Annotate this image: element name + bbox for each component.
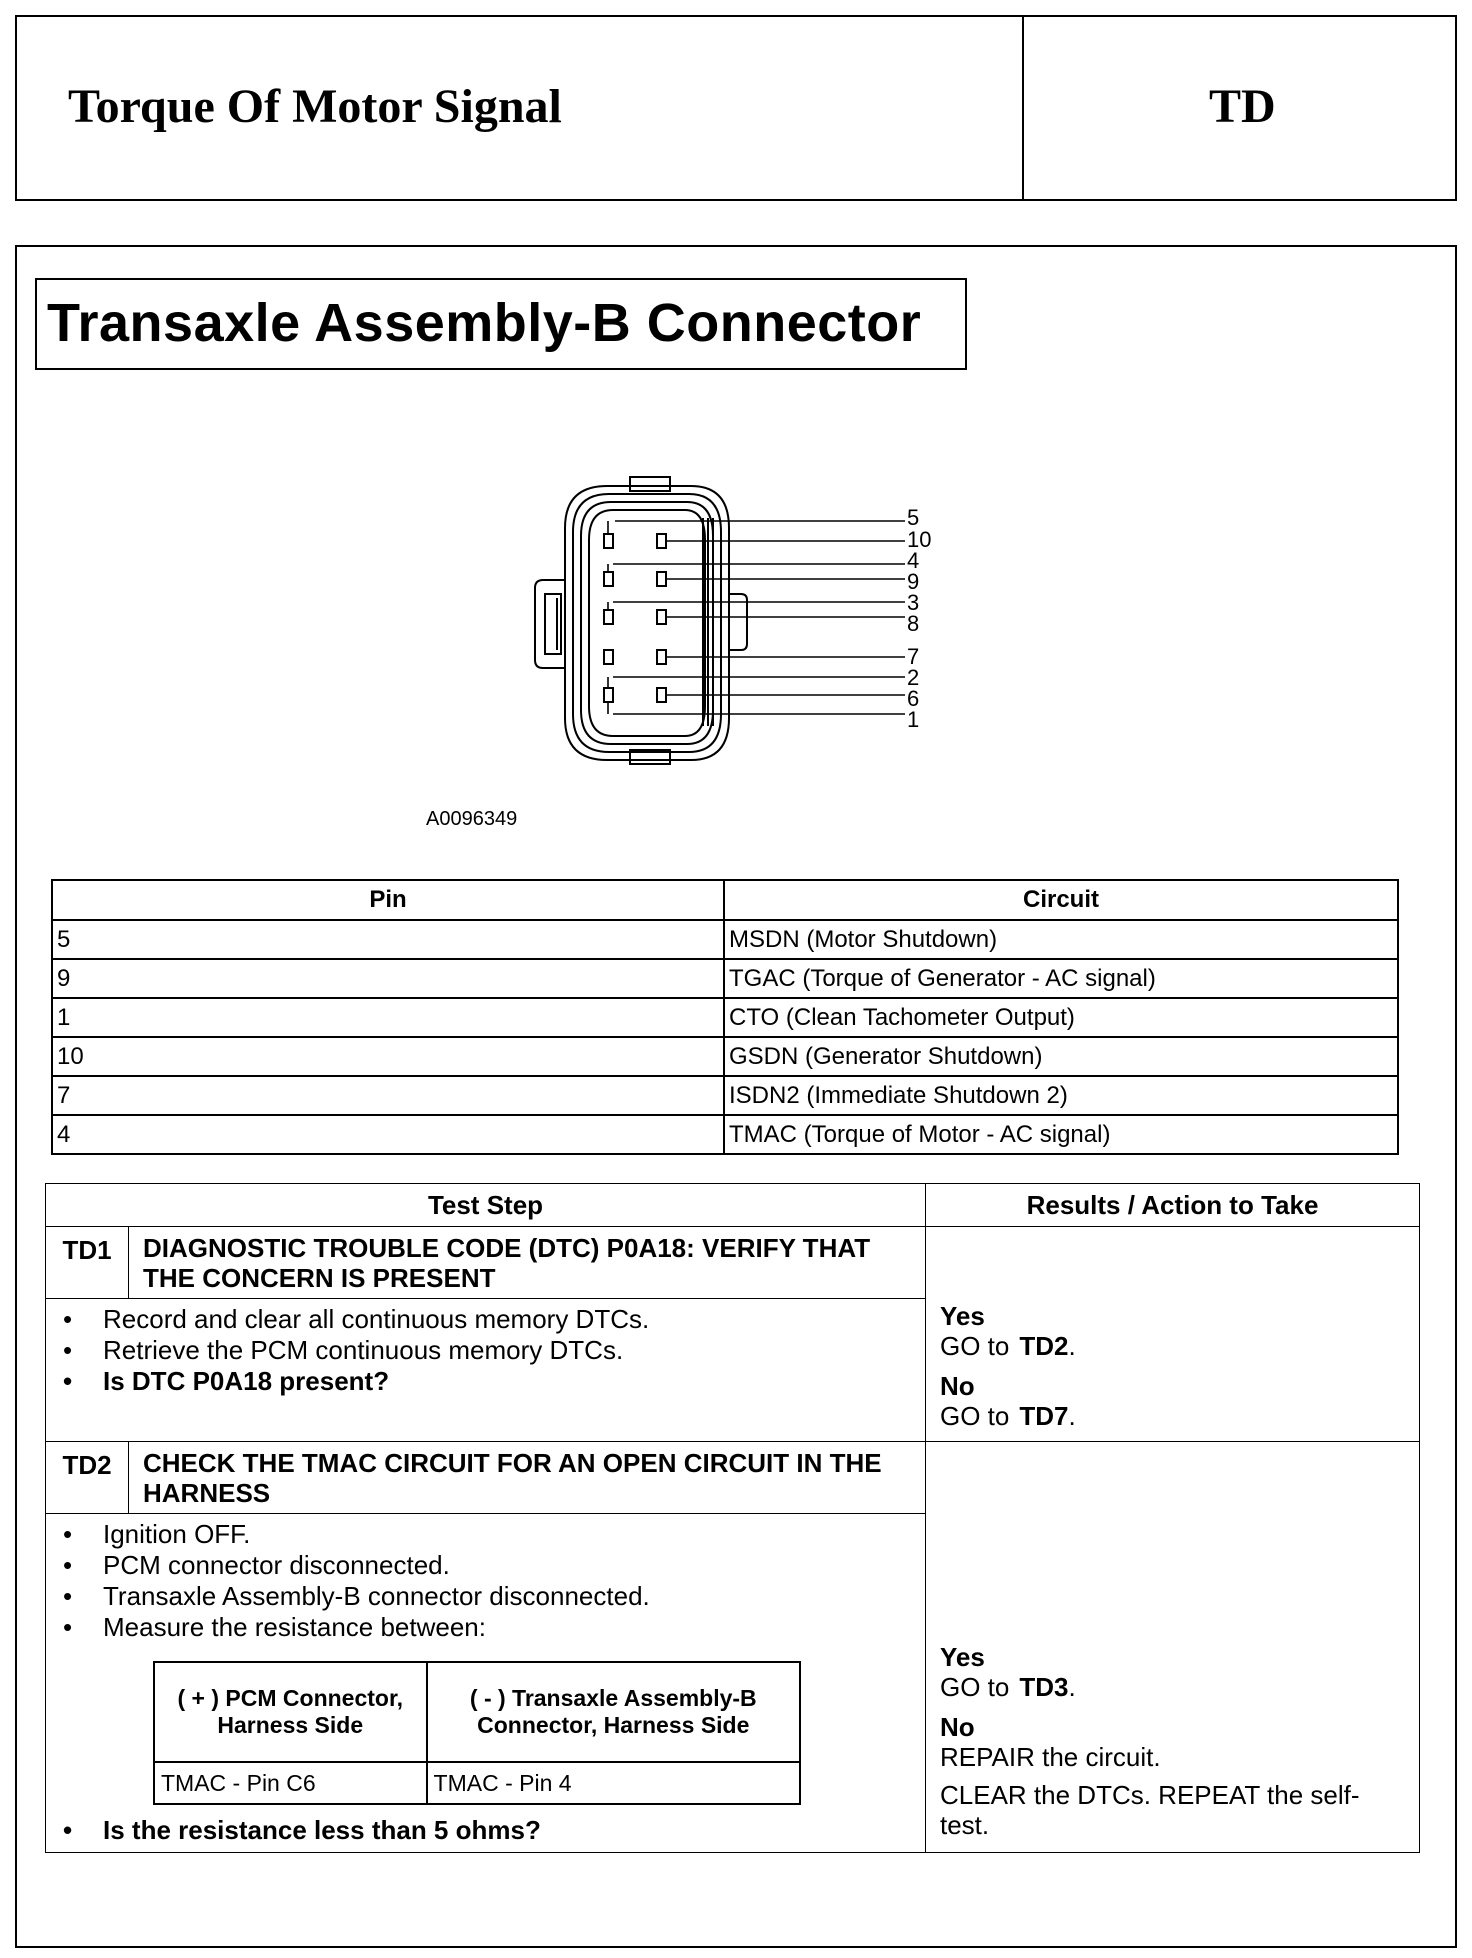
section-title: Transaxle Assembly-B Connector bbox=[47, 293, 922, 353]
step-code: TD1 bbox=[46, 1227, 129, 1299]
section-code: TD bbox=[1209, 80, 1276, 133]
step-bullet: • Record and clear all continuous memory DTCs. bbox=[47, 1304, 924, 1335]
yes-action: GO to TD3. bbox=[940, 1672, 1076, 1702]
step-bullet: • Ignition OFF. bbox=[47, 1519, 924, 1550]
table-row bbox=[52, 920, 1398, 959]
circuit-cell: TMAC (Torque of Motor - AC signal) bbox=[724, 1115, 1398, 1154]
section-title-box bbox=[35, 278, 967, 370]
header-box bbox=[15, 15, 1024, 201]
measurement-table bbox=[153, 1661, 801, 1805]
yes-target: TD3 bbox=[1019, 1672, 1069, 1702]
yes-action-text: GO to bbox=[940, 1331, 1010, 1361]
no-action-text: GO to bbox=[940, 1401, 1010, 1431]
step-bullet: • PCM connector disconnected. bbox=[47, 1550, 924, 1581]
test-step-header: Test Step bbox=[46, 1184, 926, 1227]
pin-label: 1 bbox=[907, 707, 920, 732]
yes-label: Yes bbox=[940, 1301, 985, 1331]
step-question: • Is the resistance less than 5 ohms? bbox=[47, 1815, 924, 1846]
step-bullet: • Transaxle Assembly-B connector disconnected. bbox=[47, 1581, 924, 1612]
table-row bbox=[52, 959, 1398, 998]
table-row bbox=[52, 1076, 1398, 1115]
pin-label: 2 bbox=[907, 665, 920, 690]
yes-action-text: GO to bbox=[940, 1672, 1010, 1702]
test-step-table bbox=[45, 1183, 1420, 1853]
no-action: GO to TD7. bbox=[940, 1401, 1076, 1431]
step-results bbox=[926, 1442, 1420, 1853]
no-action: REPAIR the circuit. bbox=[940, 1742, 1161, 1772]
measure-header-positive: ( + ) PCM Connector, Harness Side bbox=[154, 1662, 427, 1762]
no-label: No bbox=[940, 1371, 975, 1401]
circuit-cell: MSDN (Motor Shutdown) bbox=[724, 920, 1398, 959]
figure-id: A0096349 bbox=[426, 808, 518, 830]
step-title: CHECK THE TMAC CIRCUIT FOR AN OPEN CIRCUIT IN THE HARNESS bbox=[129, 1442, 926, 1514]
pin-cell: 5 bbox=[52, 920, 724, 959]
step-body bbox=[46, 1299, 926, 1442]
pin-column-header: Pin bbox=[52, 880, 724, 920]
measure-cell: TMAC - Pin C6 bbox=[154, 1762, 427, 1804]
circuit-cell: TGAC (Torque of Generator - AC signal) bbox=[724, 959, 1398, 998]
step-body bbox=[46, 1514, 926, 1853]
pin-cell: 1 bbox=[52, 998, 724, 1037]
no-action-2: CLEAR the DTCs. REPEAT the self-test. bbox=[940, 1780, 1360, 1840]
results-header: Results / Action to Take bbox=[926, 1184, 1420, 1227]
pin-label: 7 bbox=[907, 644, 920, 669]
pin-label: 9 bbox=[907, 569, 920, 594]
no-target: TD7 bbox=[1019, 1401, 1069, 1431]
page-title: Torque Of Motor Signal bbox=[68, 80, 562, 133]
pin-cell: 10 bbox=[52, 1037, 724, 1076]
yes-label: Yes bbox=[940, 1642, 985, 1672]
pin-circuit-table bbox=[51, 879, 1399, 1155]
step-bullet: • Measure the resistance between: bbox=[47, 1612, 924, 1643]
pin-label: 3 bbox=[907, 590, 920, 615]
step-results bbox=[926, 1227, 1420, 1442]
table-row bbox=[52, 998, 1398, 1037]
circuit-cell: CTO (Clean Tachometer Output) bbox=[724, 998, 1398, 1037]
pin-label: 5 bbox=[907, 505, 920, 530]
table-row bbox=[154, 1762, 800, 1804]
pin-cell: 7 bbox=[52, 1076, 724, 1115]
no-label: No bbox=[940, 1712, 975, 1742]
circuit-cell: GSDN (Generator Shutdown) bbox=[724, 1037, 1398, 1076]
measure-cell: TMAC - Pin 4 bbox=[427, 1762, 800, 1804]
circuit-column-header: Circuit bbox=[724, 880, 1398, 920]
step-title-row bbox=[46, 1227, 1420, 1299]
connector-diagram bbox=[515, 468, 955, 778]
step-bullet: • Retrieve the PCM continuous memory DTCs. bbox=[47, 1335, 924, 1366]
pin-label: 8 bbox=[907, 611, 920, 636]
yes-target: TD2 bbox=[1019, 1331, 1069, 1361]
pin-label: 6 bbox=[907, 686, 920, 711]
step-question: • Is DTC P0A18 present? bbox=[47, 1366, 924, 1397]
circuit-cell: ISDN2 (Immediate Shutdown 2) bbox=[724, 1076, 1398, 1115]
pin-label: 10 bbox=[907, 527, 932, 552]
pin-cell: 4 bbox=[52, 1115, 724, 1154]
step-title: DIAGNOSTIC TROUBLE CODE (DTC) P0A18: VERIFY THAT THE CONCERN IS PRESENT bbox=[129, 1227, 926, 1299]
table-row bbox=[52, 1037, 1398, 1076]
table-row bbox=[52, 1115, 1398, 1154]
step-title-row bbox=[46, 1442, 1420, 1514]
step-code: TD2 bbox=[46, 1442, 129, 1514]
yes-action: GO to TD2. bbox=[940, 1331, 1076, 1361]
header-code-box bbox=[1022, 15, 1457, 201]
pin-label: 4 bbox=[907, 548, 920, 573]
pin-cell: 9 bbox=[52, 959, 724, 998]
measure-header-negative: ( - ) Transaxle Assembly-B Connector, Harness Side bbox=[427, 1662, 800, 1762]
